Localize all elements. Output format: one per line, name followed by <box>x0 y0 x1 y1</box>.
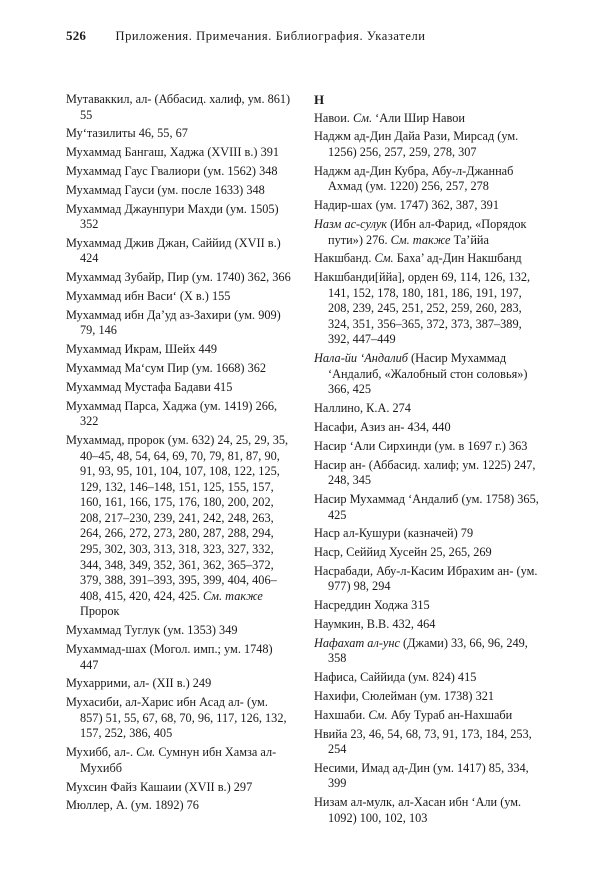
entry-text: Мухсин Файз Кашаии (XVII в.) 297 <box>66 779 253 794</box>
entry-text: Мюллер, А. (ум. 1892) 76 <box>66 798 199 813</box>
see-also-ref: Баха’ ад-Дин Накшбанд <box>396 251 522 266</box>
entry-text: Мухаррими, ал- (XII в.) 249 <box>66 676 212 691</box>
index-entry <box>314 458 539 489</box>
index-column-left <box>66 92 291 817</box>
index-entry <box>314 598 539 614</box>
entry-text: Мухаммад Джив Джан, Саййид (XVII в.) 424 <box>66 235 281 266</box>
index-entry <box>66 342 291 358</box>
index-entry <box>66 92 291 123</box>
entry-text: Насрабади, Абу-л-Касим Ибрахим ан- (ум. 977) 98, 294 <box>314 563 538 594</box>
see-also-label: См. <box>352 110 373 125</box>
index-entry <box>314 420 539 436</box>
entry-text: Мухаммад Гауси (ум. после 1633) 348 <box>66 182 265 197</box>
entry-text: Насреддин Ходжа 315 <box>314 598 430 613</box>
entry-title: Нала-йи ‘Андалиб <box>314 351 408 366</box>
entry-text: Наджм ад-Дин Кубра, Абу-л-Джаннаб Ахмад (ум. 1220) 256, 257, 278 <box>314 163 514 194</box>
index-entry <box>314 111 539 127</box>
index-entry <box>66 145 291 161</box>
entry-text: Насафи, Азиз ан- 434, 440 <box>314 419 451 434</box>
index-entry <box>66 642 291 673</box>
index-column-right <box>314 92 539 830</box>
entry-text: Мухаммад Икрам, Шейх 449 <box>66 342 217 357</box>
index-entry <box>66 798 291 814</box>
index-entry <box>66 202 291 233</box>
see-also-label: См. <box>368 707 388 722</box>
index-entry <box>314 270 539 348</box>
index-entry <box>314 401 539 417</box>
index-entry <box>66 399 291 430</box>
entry-text: Мухаммад ибн Да’уд аз-Захири (ум. 909) 79, 146 <box>66 307 281 338</box>
entry-text: Мухаммад Джаунпури Махди (ум. 1505) 352 <box>66 201 279 232</box>
entry-text: Мухасиби, ал-Харис ибн Асад ал- (ум. 857) 51, 55, 67, 68, 70, 96, 117, 126, 132, 157, 252, 386, 405 <box>66 695 287 741</box>
see-also-label: См. <box>374 251 394 266</box>
entry-title: Назм ас-сулук <box>314 216 388 231</box>
index-entry <box>314 351 539 398</box>
index-entry <box>314 636 539 667</box>
entry-text: Мухаммад Гаус Гвалиори (ум. 1562) 348 <box>66 163 278 178</box>
entry-text: Мухаммад Мустафа Бадави 415 <box>66 379 233 394</box>
entry-text: Насир Мухаммад ‘Андалиб (ум. 1758) 365, 425 <box>314 491 539 522</box>
entry-text: Мутаваккил, ал- (Аббасид. халиф, ум. 861) 55 <box>66 92 291 122</box>
see-also-ref: Сумнун ибн Хамза ал-Мухибб <box>80 745 277 775</box>
index-entry <box>66 289 291 305</box>
section-letter: Н <box>314 92 325 107</box>
entry-text: Наср ал-Кушури (казначей) 79 <box>314 526 474 541</box>
index-entry <box>66 380 291 396</box>
entry-text: Му‘тазилиты 46, 55, 67 <box>66 126 188 141</box>
entry-text: Насир ‘Али Сирхинди (ум. в 1697 г.) 363 <box>314 438 528 453</box>
entry-text: Мухаммад-шах (Могол. имп.; ум. 1748) 447 <box>66 642 273 672</box>
index-entry <box>314 761 539 792</box>
entry-text: Надир-шах (ум. 1747) 362, 387, 391 <box>314 198 499 213</box>
index-entry <box>66 676 291 692</box>
index-entry <box>314 198 539 214</box>
index-entry <box>314 129 539 160</box>
index-entry <box>66 780 291 796</box>
index-entry <box>66 308 291 339</box>
index-entry <box>314 526 539 542</box>
entry-text: (Насир Мухаммад ‘Андалиб, «Жалобный стон соловья») 366, 425 <box>328 351 528 397</box>
running-title: Приложения. Примечания. Библиография. Указатели <box>115 29 426 43</box>
entry-text: (Ибн ал-Фарид, «Порядок пути») 276. <box>328 216 527 247</box>
entry-text: Навои. <box>314 110 350 125</box>
see-also-ref: Та’ййа <box>453 232 489 247</box>
entry-text: Мухаммад Парса, Хаджа (ум. 1419) 266, 322 <box>66 398 278 429</box>
entry-text: Мухаммад Туглук (ум. 1353) 349 <box>66 623 238 638</box>
running-header <box>66 28 546 44</box>
entry-text: Накшбанд. <box>314 251 372 266</box>
see-also-ref: Абу Тураб ан-Нахшаби <box>390 707 513 722</box>
entry-text: Нахшаби. <box>314 707 366 722</box>
entry-title: Нафахат ал-унс <box>314 635 400 650</box>
entry-text: Мухаммад ибн Васи‘ (X в.) 155 <box>66 289 231 304</box>
index-entry <box>66 183 291 199</box>
index-entry <box>314 439 539 455</box>
index-entry <box>66 236 291 267</box>
page-number: 526 <box>66 28 87 43</box>
index-entry <box>66 361 291 377</box>
index-entry <box>314 545 539 561</box>
index-entry <box>66 433 291 620</box>
index-entry <box>314 251 539 267</box>
entry-text: Накшбанди[ййа], орден 69, 114, 126, 132, 141, 152, 178, 180, 181, 186, 191, 197, 208, 239, 245, 251, 252, 259, 260, 283, 324, 351, 356–365, 372, 373, 387–389, 392, 447–449 <box>314 270 531 347</box>
entry-text: Нахифи, Сюлейман (ум. 1738) 321 <box>314 688 495 703</box>
index-entry <box>314 689 539 705</box>
entry-text: Насир ан- (Аббасид. халиф; ум. 1225) 247, 248, 345 <box>314 457 536 488</box>
see-also-ref: Пророк <box>80 604 120 619</box>
entry-text: Наллино, К.А. 274 <box>314 401 411 416</box>
entry-text: Нафиса, Саййида (ум. 824) 415 <box>314 670 477 685</box>
index-entry <box>314 617 539 633</box>
entry-text: Наумкин, В.В. 432, 464 <box>314 617 436 631</box>
index-entry <box>314 795 539 826</box>
see-also-label: См. <box>136 745 156 760</box>
entry-text: Мухаммад, пророк (ум. 632) 24, 25, 29, 35, 40–45, 48, 54, 64, 69, 70, 79, 81, 87, 90, 91, 93, 95, 101, 104, 107, 108, 122, 125, 129, 132, 146–148, 151, 125, 155, 157, 160, 161, 166, 175, 176, 180, 200, 202, 208, 217–230, 239, 241, 242, 248, 263, 264, 266, 272, 273, 280, 287, 288, 294, 295, 302, 303, 313, 318, 323, 327, 332, 344, 348, 349, 352, 361, 362, 365–372, 379, 388, 391–393, 395, 399, 404, 406–408, 415, 420, 424, 425. <box>66 432 289 603</box>
index-entry <box>66 126 291 142</box>
entry-text: Несими, Имад ад-Дин (ум. 1417) 85, 334, 399 <box>314 760 529 791</box>
entry-text: Мухаммад Бангаш, Хаджа (XVIII в.) 391 <box>66 145 280 160</box>
see-also-label: См. также <box>390 232 451 247</box>
entry-text: Наср, Сеййид Хусейн 25, 265, 269 <box>314 545 492 560</box>
index-entry <box>314 492 539 523</box>
index-entry <box>314 164 539 195</box>
entry-text: Мухаммад Зубайр, Пир (ум. 1740) 362, 366 <box>66 270 291 285</box>
entry-text: Низам ал-мулк, ал-Хасан ибн ‘Али (ум. 1092) 100, 102, 103 <box>314 795 522 825</box>
entry-text: Нвийа 23, 46, 54, 68, 73, 91, 173, 184, 253, 254 <box>314 726 532 757</box>
entry-text: (Джами) 33, 66, 96, 249, 358 <box>328 635 528 666</box>
index-entry <box>66 164 291 180</box>
index-entry <box>314 564 539 595</box>
entry-text: Наджм ад-Дин Дайа Рази, Мирсад (ум. 1256) 256, 257, 259, 278, 307 <box>314 129 519 159</box>
index-entry <box>314 727 539 758</box>
index-entry <box>314 708 539 724</box>
index-entry <box>314 217 539 248</box>
index-entry <box>66 270 291 286</box>
see-also-label: См. также <box>202 588 263 603</box>
index-entry <box>66 695 291 742</box>
entry-text: Мухибб, ал-. <box>66 745 134 760</box>
index-entry <box>66 623 291 639</box>
see-also-ref: ‘Али Шир Навои <box>375 110 465 125</box>
index-entry <box>66 745 291 776</box>
index-entry <box>314 670 539 686</box>
entry-text: Мухаммад Ма‘сум Пир (ум. 1668) 362 <box>66 360 267 375</box>
